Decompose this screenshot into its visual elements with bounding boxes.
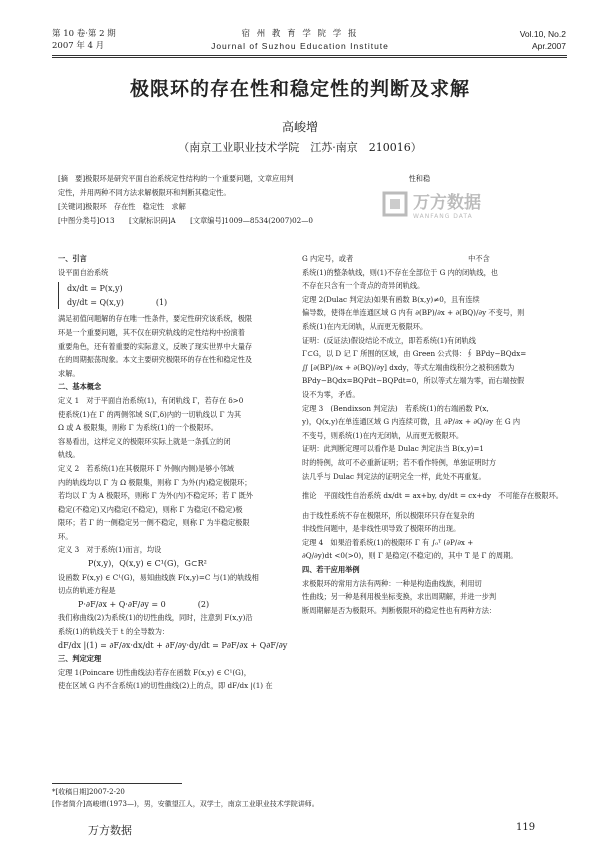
- paragraph-line: 重要角色，还有着重要的实际意义，反映了现实世界中大量存: [58, 341, 253, 351]
- paragraph-line: 不存在只含有一个奇点的奇异闭轨线。: [302, 281, 425, 291]
- paragraph-line: ∂Q/∂y)dt <0(>0)，则 Γ 是稳定(不稳定)的，其中 T 是 Γ 的周期。: [302, 551, 518, 561]
- abstract: [58, 172, 558, 214]
- paragraph-line: 设函数 F(x,y) ∈ C¹(G)，易知曲线族 F(x,y)=C 与(1)的轨线相: [58, 572, 259, 582]
- keywords: [关键词]极限环 存在性 稳定性 求解: [58, 202, 186, 211]
- paragraph-line: 容易看出，这样定义的极限环实际上就是一条孤立的闭: [58, 436, 231, 446]
- paragraph-line: 定理 4 如果沿着系统(1)的极限环 Γ 有 ∫₀ᵀ (∂P/∂x +: [302, 537, 474, 547]
- paragraph-line: G 内定号，或者 中不含: [302, 254, 490, 263]
- paragraph-line: 非线性问题中，是非线性项导致了极限环的出现。: [302, 524, 461, 534]
- date-en: Apr.2007: [531, 41, 566, 51]
- paragraph-line: 设平面自治系统: [58, 267, 109, 277]
- paragraph-line: 性曲线；另一种是利用极坐标变换，求出周期解，并进一步判: [302, 592, 497, 602]
- paragraph-line: 若均以 Γ 为 A 极限环，则称 Γ 为外(内)不稳定环；若 Γ 既外: [58, 491, 253, 501]
- vol-en: Vol.10, No.2: [519, 29, 566, 39]
- paragraph-line: 求解。: [58, 368, 80, 378]
- paragraph-line: 系统(1)的整条轨线，则(1)不存在全部位于 G 内的闭轨线，也: [302, 267, 498, 277]
- page-number: 119: [516, 822, 536, 833]
- paragraph-line: BPdy−BQdx=BQPdt−BQPdt=0，所以等式左端为零，而右端按假: [302, 376, 525, 386]
- system-equation: [58, 282, 291, 309]
- watermark-text: 万方数据: [413, 193, 481, 213]
- paragraph-line: 证明：此判断定理可以看作是 Dulac 判定法当 B(x,y)=1: [302, 444, 484, 454]
- abstract-line-2: 定性，并用两种不同方法求解极限环和判断其稳定性。: [58, 188, 231, 197]
- left-column: [58, 252, 291, 693]
- section-heading: 四、若干应用举例: [302, 565, 360, 575]
- paragraph-line: 求极限环的常用方法有两种：一种是构造曲线族，利用切: [302, 578, 482, 588]
- paragraph-line: 时的特例，故可不必重新证明；若不看作特例，单独证明时方: [302, 457, 497, 467]
- section-heading: 一、引言: [58, 254, 87, 263]
- paragraph-line: 断周期解是否为极限环。判断极限环的稳定性也有两种方法：: [302, 605, 497, 615]
- section-heading: 三、判定定理: [58, 654, 102, 664]
- header-rule: [52, 55, 567, 56]
- footnote-rule: [52, 783, 182, 784]
- author-bio: [作者简介]高峻增(1973—)，男，安徽望江人，双学士，南京工业职业技术学院讲师。: [52, 800, 319, 808]
- wanfang-watermark: [382, 188, 481, 220]
- classification-meta: [中图分类号]O13 [文献标识码]A [文章编号]1009—8534(2007)02—0: [58, 216, 314, 225]
- paragraph-line: 法几乎与 Dulac 判定法的证明完全一样，此处不再重复。: [302, 471, 486, 481]
- paragraph-line: 不变号，则系统(1)在内无闭轨，从而更无极限环。: [302, 430, 464, 440]
- paragraph-line: 轨线。: [58, 450, 80, 460]
- paragraph-line: 系统(1)在内无闭轨，从而更无极限环。: [302, 321, 428, 331]
- paragraph-line: 证明：(反证法)假设结论不成立，即若系统(1)有闭轨线: [302, 335, 476, 345]
- affiliation: （南京工业职业技术学院 江苏·南京 210016）: [178, 141, 422, 154]
- paragraph-line: 定理 3 (Bendixson 判定法) 若系统(1)的右端函数 P(x,: [302, 403, 489, 413]
- equation-line: dy/dt = Q(x,y) (1): [67, 297, 168, 307]
- received-date: *[收稿日期]2007-2-20: [52, 788, 125, 796]
- paragraph-line: 环是一个重要问题，其不仅在研究轨线的定性结构中扮演着: [58, 327, 245, 337]
- paragraph-line: 定理 1(Poincare 切性曲线法)若存在函数 F(x,y) ∈ C¹(G)，: [58, 667, 251, 677]
- corollary-line: 推论 平面线性自治系统 dx/dt = ax+by, dy/dt = cx+dy 不可能存在极限环。: [302, 491, 563, 501]
- paragraph-line: 由于线性系统不存在极限环，所以极限环只存在复杂的: [302, 510, 475, 520]
- equation-line: dF/dx |(1) = ∂F/∂x·dx/dt + ∂F/∂y·dy/dt = P∂F/∂x + Q∂F/∂y: [58, 640, 288, 650]
- equation-line: P·∂F/∂x + Q·∂F/∂y = 0 (2): [78, 599, 210, 609]
- paragraph-line: 使在区域 G 内不含系统(1)的切性曲线(2)上的点，即 dF/dx |(1) 在: [58, 681, 273, 691]
- paragraph-line: 定理 2(Dulac 判定法)如果有函数 B(x,y)≠0，且有连续: [302, 294, 480, 304]
- paragraph-line: 在的周期振荡现象。本文主要研究极限环的存在性和稳定性及: [58, 355, 253, 365]
- abstract-line-1: [摘 要]极限环是研究平面自治系统定性结构的一个重要问题，文章应用判 性和稳: [58, 174, 431, 183]
- journal-title-cn: 宿 州 教 育 学 院 学 报: [241, 29, 359, 39]
- paragraph-line: 定义 2 若系统(1)在其极限环 Γ 外侧(内侧)是够小邻域: [58, 463, 234, 473]
- paragraph-line: 满足初值问题解的存在唯一性条件，要定性研究该系统，极限: [58, 314, 253, 324]
- paragraph-line: 系统(1)的轨线关于 t 的全导数为：: [58, 627, 170, 637]
- header-rule-2: [52, 57, 567, 58]
- date-cn: 2007 年 4 月: [52, 41, 105, 51]
- paragraph-line: 使系统(1)在 Γ 的两侧邻域 S(Γ,δ)内的一切轨线以 Γ 为其: [58, 409, 242, 419]
- section-heading: 二、基本概念: [58, 382, 102, 392]
- paragraph-line: Γ⊂G，以 D 记 Γ 所围的区域，由 Green 公式得：∮ BPdy−BQdx=: [302, 349, 527, 359]
- paragraph-line: 定义 1 对于平面自治系统(1)，有闭轨线 Γ，若存在 δ>0: [58, 395, 244, 405]
- equation-line: dx/dt = P(x,y): [67, 284, 123, 294]
- wanfang-logo-icon: [382, 191, 408, 217]
- paragraph-line: 限环；若 Γ 的一侧稳定另一侧不稳定，则称 Γ 为半稳定极限: [58, 518, 250, 528]
- journal-title-en: Journal of Suzhou Education Institute: [211, 41, 389, 51]
- paragraph-line: 内的轨线均以 Γ 为 Ω 极限集，则称 Γ 为外(内)稳定极限环；: [58, 477, 252, 487]
- watermark-sub: WANFANG DATA: [413, 213, 473, 220]
- paper-title: 极限环的存在性和稳定性的判断及求解: [129, 78, 470, 100]
- author: 高峻增: [281, 120, 318, 134]
- paragraph-line: 偏导数，使得在单连通区域 G 内有 ∂(BP)/∂x + ∂(BQ)/∂y 不变号，则: [302, 308, 525, 318]
- paragraph-line: 环。: [58, 531, 73, 541]
- paragraph-line: 设不为零，矛盾。: [302, 389, 360, 399]
- paragraph-line: Ω 或 A 极限集，则称 Γ 为系统(1)的一个极限环。: [58, 423, 218, 433]
- right-column: [302, 252, 570, 617]
- equation-line: P(x,y)，Q(x,y) ∈ C¹(G)，G⊂R²: [88, 559, 207, 569]
- paragraph-line: ∬ [∂(BP)/∂x + ∂(BQ)/∂y] dxdy，等式左端曲线积分之被积函数为: [302, 362, 515, 372]
- footer-source: 万方数据: [88, 824, 132, 837]
- paragraph-line: y)，Q(x,y)在单连通区域 G 内连续可微，且 ∂P/∂x + ∂Q/∂y 在 G 内: [302, 417, 521, 427]
- paragraph-line: 切点的轨迹方程是: [58, 586, 116, 596]
- paragraph-line: 定义 3 对于系统(1)而言，均设: [58, 545, 162, 555]
- paragraph-line: 我们称曲线(2)为系统(1)的切性曲线，同时，注意到 F(x,y)沿: [58, 613, 253, 623]
- volume-issue: 第 10 卷·第 2 期: [52, 29, 116, 39]
- paragraph-line: 稳定(不稳定)又内稳定(不稳定)，则称 Γ 为稳定(不稳定)极: [58, 504, 243, 514]
